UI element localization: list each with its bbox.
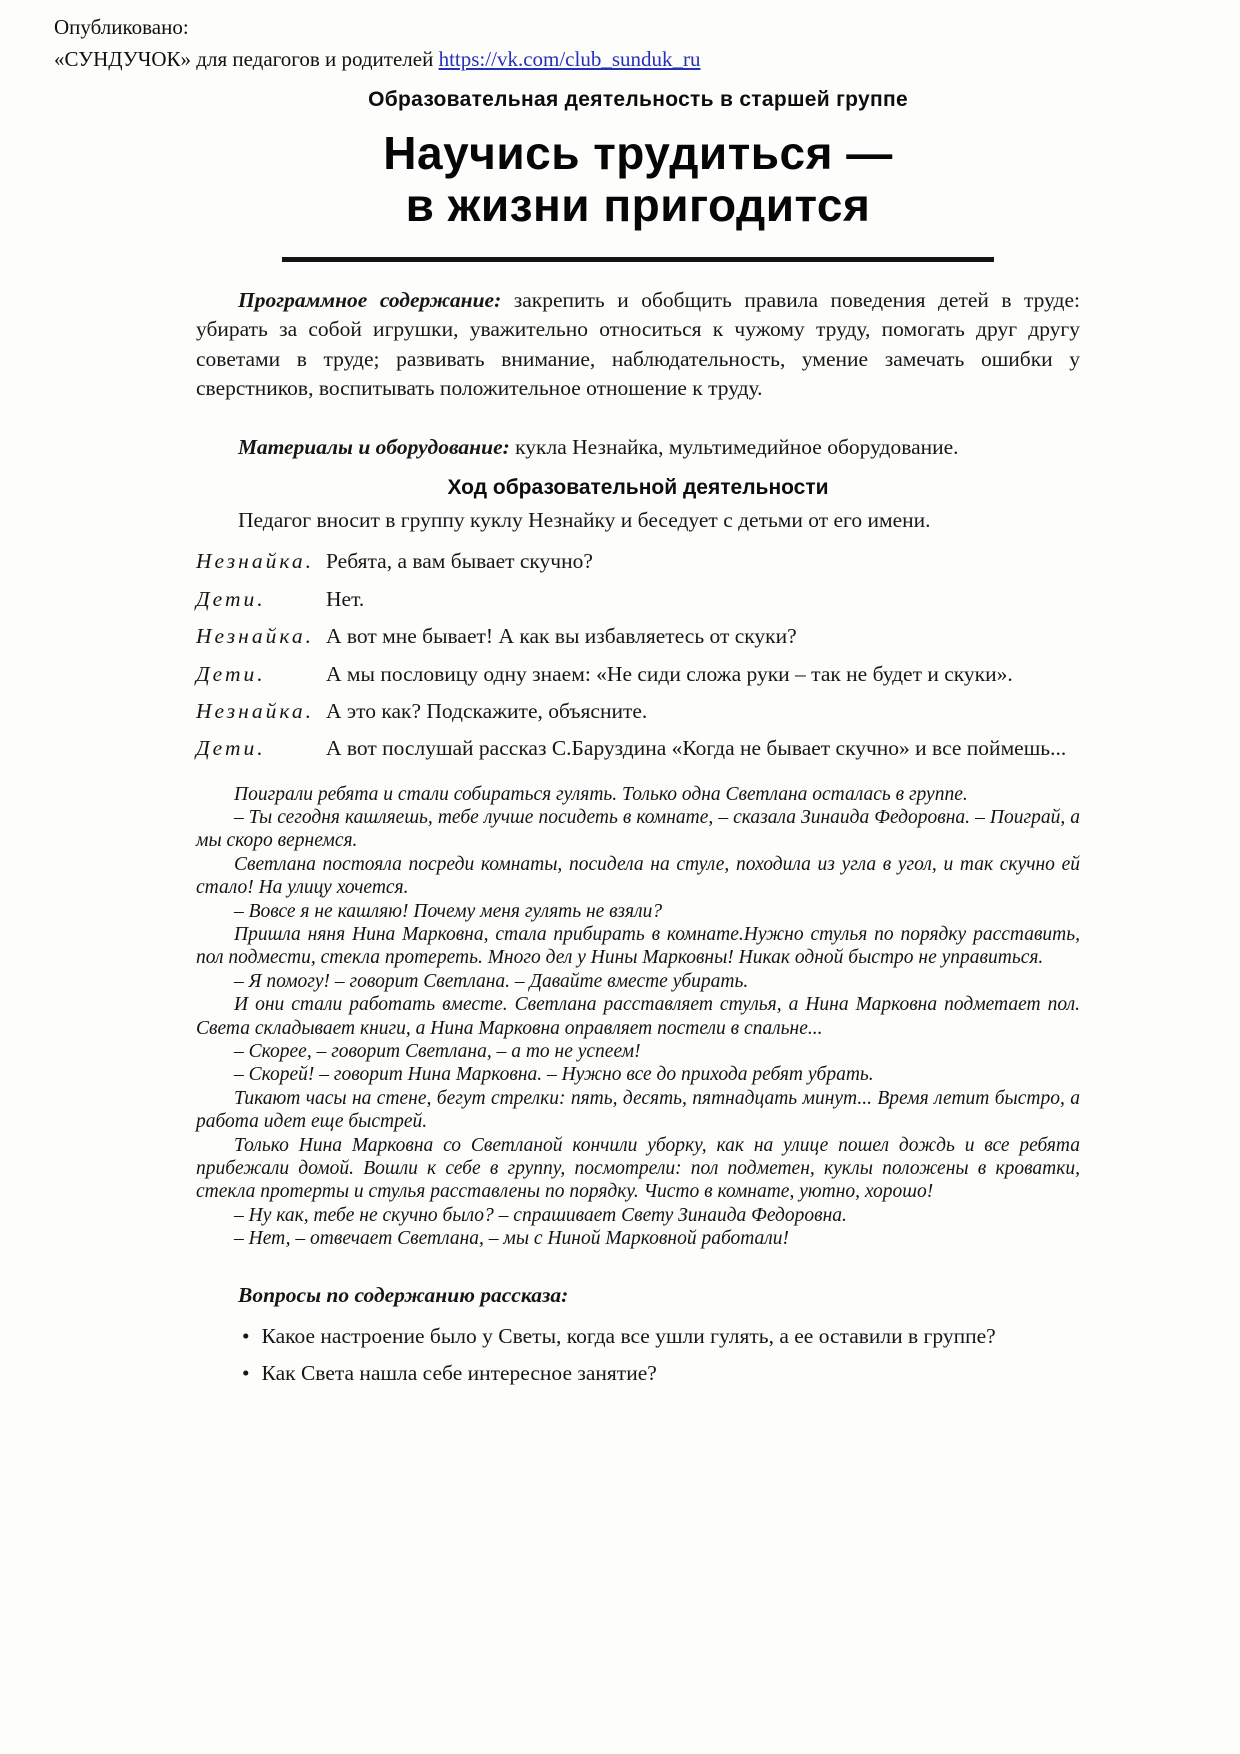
materials-text: кукла Незнайка, мультимедийное оборудование.	[509, 434, 959, 459]
bullet-icon: •	[242, 1360, 250, 1385]
story-paragraph: Только Нина Марковна со Светланой кончили уборку, как на улице пошел дождь и все ребята прибежали домой. Вошли к себе в группу, посмотрели: пол подметен, куклы положены в кроватки, стекла протерты и стулья расставлены по порядку. Чисто в комнате, уютно, хорошо!	[196, 1134, 1080, 1203]
story-block	[196, 783, 1080, 1251]
program-label: Программное содержание:	[238, 288, 502, 313]
section-heading: Ход образовательной деятельности	[447, 476, 829, 500]
story-paragraph: Поиграли ребята и стали собираться гулять. Только одна Светлана осталась в группе.	[234, 783, 968, 805]
source-line	[54, 44, 701, 76]
source-link[interactable]: https://vk.com/club_sunduk_ru	[438, 46, 701, 71]
program-text: закрепить и обобщить правила поведения детей в труде: убирать за собой игрушки, уважительно относиться к чужому труду, помогать друг другу советами в труде; развивать внимание, наблюдательность, умение замечать ошибки у сверстников, воспитывать положительное отношение к труду.	[196, 288, 1080, 400]
speaker-text: А вот мне бывает! А как вы избавляетесь от скуки?	[326, 624, 797, 649]
document-body	[196, 88, 1080, 1388]
story-paragraph: – Нет, – отвечает Светлана, – мы с Ниной Марковной работали!	[234, 1228, 790, 1250]
speaker-text: Ребята, а вам бывает скучно?	[326, 549, 593, 574]
speaker-text: А вот послушай рассказ С.Баруздина «Когда не бывает скучно» и все поймешь...	[326, 736, 1067, 761]
speaker-name: Дети.	[196, 736, 266, 761]
bullet-icon: •	[242, 1323, 250, 1348]
story-paragraph: Пришла няня Нина Марковна, стала прибирать в комнате.Нужно стулья по порядку расставить, пол подмести, стекла протереть. Много дел у Нины Марковны! Никак одной быстро не управиться.	[196, 924, 1080, 969]
story-paragraph: – Скорей! – говорит Нина Марковна. – Нужно все до прихода ребят убрать.	[234, 1064, 874, 1086]
dialogue-row	[196, 697, 1080, 725]
question-text: Какое настроение было у Светы, когда все ушли гулять, а ее оставили в группе?	[261, 1323, 996, 1348]
speaker-name: Незнайка.	[196, 624, 314, 649]
dialogue-row	[196, 585, 1080, 613]
publication-header	[54, 12, 701, 75]
dialogue-row	[196, 734, 1080, 762]
document-subtitle: Образовательная деятельность в старшей группе	[368, 88, 908, 111]
dialogue-row	[196, 660, 1080, 688]
dialogue-row	[196, 622, 1080, 650]
title-line-2: в жизни пригодится	[405, 178, 871, 231]
story-paragraph: Светлана постояла посреди комнаты, посидела на стуле, походила из угла в угол, и так скучно ей стало! На улицу хочется.	[196, 853, 1080, 899]
speaker-text: А мы пословицу одну знаем: «Не сиди сложа руки – так не будет и скуки».	[326, 661, 1013, 686]
story-paragraph: – Ну как, тебе не скучно было? – спрашивает Свету Зинаида Федоровна.	[234, 1204, 847, 1226]
story-paragraph: – Вовсе я не кашляю! Почему меня гулять не взяли?	[234, 900, 663, 922]
published-label: Опубликовано:	[54, 15, 189, 39]
title-line-1: Научись трудиться —	[383, 127, 893, 179]
story-paragraph: И они стали работать вместе. Светлана расставляет стулья, а Нина Марковна подметает пол. Света складывает книги, а Нина Марковна оправляет постели в спальне...	[196, 994, 1080, 1039]
speaker-text: А это как? Подскажите, объясните.	[326, 698, 648, 723]
title-divider	[282, 257, 994, 262]
source-text: «СУНДУЧОК» для педагогов и родителей	[54, 46, 439, 71]
speaker-name: Дети.	[196, 661, 266, 686]
list-item	[196, 1322, 1080, 1351]
story-paragraph: – Скорее, – говорит Светлана, – а то не успеем!	[234, 1040, 641, 1062]
intro-paragraph: Педагог вносит в группу куклу Незнайку и беседует с детьми от его имени.	[238, 508, 931, 533]
speaker-text: Нет.	[326, 586, 365, 611]
materials-label: Материалы и оборудование:	[238, 434, 510, 459]
program-paragraph	[196, 286, 1080, 403]
story-paragraph: Тикают часы на стене, бегут стрелки: пять, десять, пятнадцать минут... Время летит быстро, а работа идет еще быстрей.	[196, 1087, 1080, 1133]
dialogue-row	[196, 547, 1080, 575]
question-text: Как Света нашла себе интересное занятие?	[261, 1360, 657, 1385]
speaker-name: Незнайка.	[196, 698, 314, 723]
story-paragraph: – Ты сегодня кашляешь, тебе лучше посидеть в комнате, – сказала Зинаида Федоровна. – Поиграй, а мы скоро вернемся.	[196, 807, 1080, 852]
list-item	[196, 1359, 1080, 1388]
questions-list	[196, 1322, 1080, 1388]
story-paragraph: – Я помогу! – говорит Светлана. – Давайте вместе убирать.	[234, 970, 749, 992]
page-title	[196, 128, 1080, 231]
questions-heading: Вопросы по содержанию рассказа:	[238, 1282, 569, 1307]
materials-paragraph	[196, 433, 1080, 462]
speaker-name: Дети.	[196, 586, 266, 611]
dialogue-block	[196, 547, 1080, 762]
speaker-name: Незнайка.	[196, 549, 314, 574]
